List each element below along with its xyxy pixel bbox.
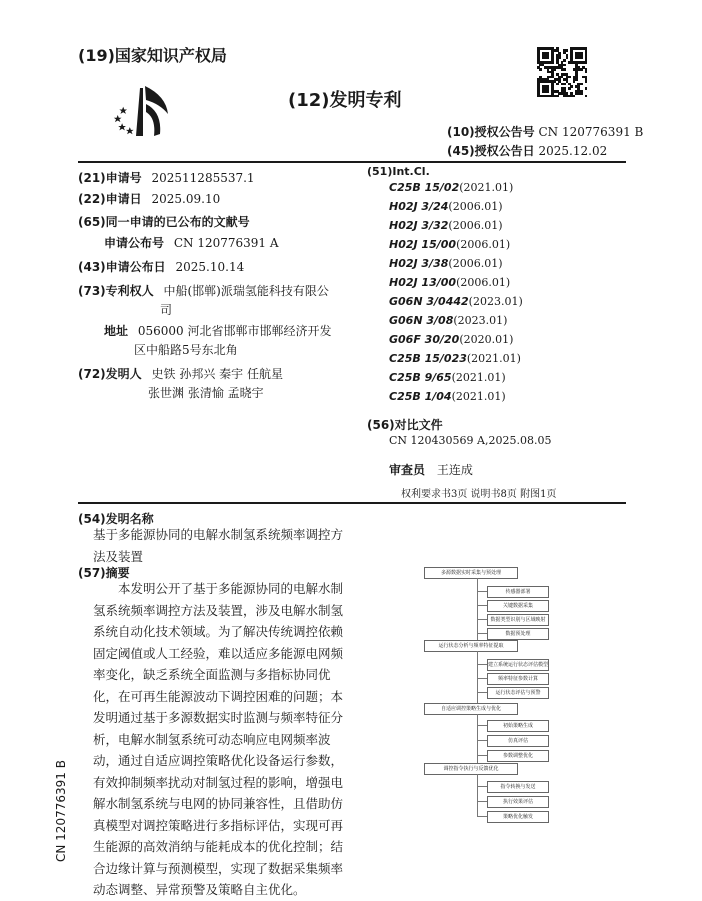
flow-connector [477,816,487,817]
ipc-code: G06F 30/20 [389,333,460,346]
ipc-code: C25B 1/04 [389,390,452,403]
flow-step-box: 运行状态分析与频率特征提取 [424,640,518,652]
flow-substep-box: 初始策略生成 [487,720,549,732]
ipc-item [389,276,510,289]
ipc-item [389,390,506,403]
ipc-version: (2006.01) [456,276,511,289]
patentee-label: (73)专利权人 [78,284,154,298]
examiner-line [389,461,473,478]
flow-step-box: 调控指令执行与反馈优化 [424,763,518,775]
flow-connector [477,664,487,665]
ipc-code: C25B 15/02 [389,181,460,194]
application-date-label: (22)申请日 [78,192,142,206]
flow-connector [477,755,487,756]
ipc-version: (2021.01) [459,181,514,194]
ipc-code: H02J 13/00 [389,276,457,289]
pages-summary: 权利要求书3页 说明书8页 附图1页 [401,489,557,500]
flow-substep-box: 数据预处理 [487,628,549,640]
inventors-cont: 张世渊 张清愉 孟晓宇 [148,386,264,400]
publication-number-line [104,234,279,251]
flow-substep-box: 策略优化触发 [487,811,549,823]
address-cont: 区中船路5号东北角 [134,343,238,357]
ipc-version: (2006.01) [448,200,503,213]
publication-number-label: 申请公布号 [104,236,165,250]
application-date: 2025.09.10 [151,192,221,206]
application-number-line [78,169,255,186]
flow-substep-box: 频率特征参数计算 [487,673,549,685]
cnipa-logo [110,82,172,140]
ipc-version: (2020.01) [459,333,514,346]
abstract-label: (57)摘要 [78,566,130,580]
flow-connector [477,740,487,741]
publication-date-line [78,258,244,275]
address: 056000 河北省邯郸市邯郸经济开发 [137,324,332,338]
ipc-code: G06N 3/0442 [389,295,469,308]
flow-substep-box: 仿真评估 [487,735,549,747]
ipc-version: (2021.01) [451,390,506,403]
ipc-item [389,333,513,346]
ipc-item [389,257,503,270]
flow-step-box: 多源数据实时采集与预处理 [424,567,518,579]
grant-date-label: (45)授权公告日 [447,144,535,158]
section-rule [78,502,626,504]
ipc-version: (2006.01) [448,257,503,270]
flow-connector [477,725,487,726]
flow-substep-box: 参数调整优化 [487,750,549,762]
reference-item: CN 120430569 A,2025.08.05 [389,434,552,447]
flow-connector [477,591,487,592]
grant-number-label: (10)授权公告号 [447,125,535,139]
flow-connector [477,755,478,763]
flow-substep-box: 传感器部署 [487,586,549,598]
patentee-name: 中船(邯郸)派瑞氢能科技有限公 [163,284,329,298]
ipc-version: (2021.01) [466,352,521,365]
ipc-label: (51)Int.Cl. [367,165,430,178]
ipc-version: (2006.01) [448,219,503,232]
inventors: 史铁 孙邦兴 秦宇 任航星 [151,367,283,381]
side-document-number: CN 120776391 B [54,760,68,862]
ipc-version: (2023.01) [453,314,508,327]
ipc-code: H02J 15/00 [389,238,457,251]
flow-connector [477,692,487,693]
abstract-text: 本发明公开了基于多能源协同的电解水制氢系统频率调控方法及装置，涉及电解水制氢系统自动化技术领域。为了解决传统调控依赖固定阈值或人工经验，难以适应多能源电网频率变化，缺乏系统全面监测与多指标协同优化，在可再生能源波动下调控困难的问题；本发明通过基于多源数据实时监测与频率特征分析，电解水制氢系统可动态响应电网频率波动，通过自适应调控策略优化设备运行参数，有效抑制频率扰动对制氢过程的影响，增强电解水制氢系统与电网的协同兼容性，且借助仿真模型对调控策略进行多指标评估，实现可再生能源的高效消纳与能耗成本的优化控制；结合边缘计算与预测模型，实现了数据采集频率动态调整、异常预警及策略自主优化。 [93,581,344,897]
flow-connector [477,678,487,679]
application-date-line [78,190,220,207]
ipc-item [389,295,523,308]
publication-date: 2025.10.14 [175,260,245,274]
grant-number-line [447,123,643,140]
same-application-label: (65)同一申请的已公布的文献号 [78,215,250,229]
flow-connector [477,714,478,755]
office-name: (19)国家知识产权局 [78,46,227,65]
inventors-line [78,365,283,382]
flow-substep-box: 执行效果评估 [487,796,549,808]
flow-step-box: 自适应调控策略生成与优化 [424,703,518,715]
publication-number: CN 120776391 A [173,236,279,250]
ipc-code: H02J 3/24 [389,200,449,213]
address-line [104,322,331,339]
ipc-item [389,200,503,213]
flow-substep-box: 建立系统运行状态评估模型 [487,659,549,671]
title-label: (54)发明名称 [78,512,154,526]
flow-connector [477,786,487,787]
ipc-version: (2023.01) [468,295,523,308]
flow-connector [477,774,478,816]
inventors-label: (72)发明人 [78,367,142,381]
ipc-item [389,352,521,365]
ipc-code: H02J 3/32 [389,219,449,232]
flow-connector [477,692,478,703]
ipc-version: (2021.01) [451,371,506,384]
ipc-item [389,371,506,384]
references-label: (56)对比文件 [367,418,443,432]
application-number: 202511285537.1 [151,171,255,185]
ipc-item [389,219,503,232]
grant-date: 2025.12.02 [538,144,608,158]
ipc-version: (2006.01) [456,238,511,251]
ipc-item [389,181,513,194]
address-label: 地址 [104,324,129,338]
publication-date-label: (43)申请公布日 [78,260,166,274]
examiner-label: 审查员 [389,463,426,477]
flow-connector [477,651,478,692]
grant-number: CN 120776391 B [538,125,644,139]
patentee-name-cont: 司 [160,303,173,317]
flow-substep-box: 关键数据采集 [487,600,549,612]
ipc-code: C25B 9/65 [389,371,452,384]
flow-connector [477,801,487,802]
qr-code-icon [537,47,587,97]
flow-substep-box: 运行状态评估与预警 [487,687,549,699]
ipc-code: G06N 3/08 [389,314,454,327]
examiner-name: 王连成 [436,463,473,477]
ipc-item [389,238,510,251]
ipc-item [389,314,507,327]
ipc-code: H02J 3/38 [389,257,449,270]
application-number-label: (21)申请号 [78,171,142,185]
document-type: (12)发明专利 [288,90,402,111]
header-rule [78,161,626,163]
grant-date-line [447,142,607,159]
patentee-line [78,282,329,299]
invention-title: 基于多能源协同的电解水制氢系统频率调控方法及装置 [93,527,344,564]
flow-substep-box: 指令转换与发送 [487,781,549,793]
flow-connector [477,605,487,606]
flow-substep-box: 数据类型识别与区域映射 [487,614,549,626]
flow-connector [477,619,487,620]
flow-connector [477,633,478,640]
ipc-code: C25B 15/023 [389,352,467,365]
flow-connector [477,633,487,634]
